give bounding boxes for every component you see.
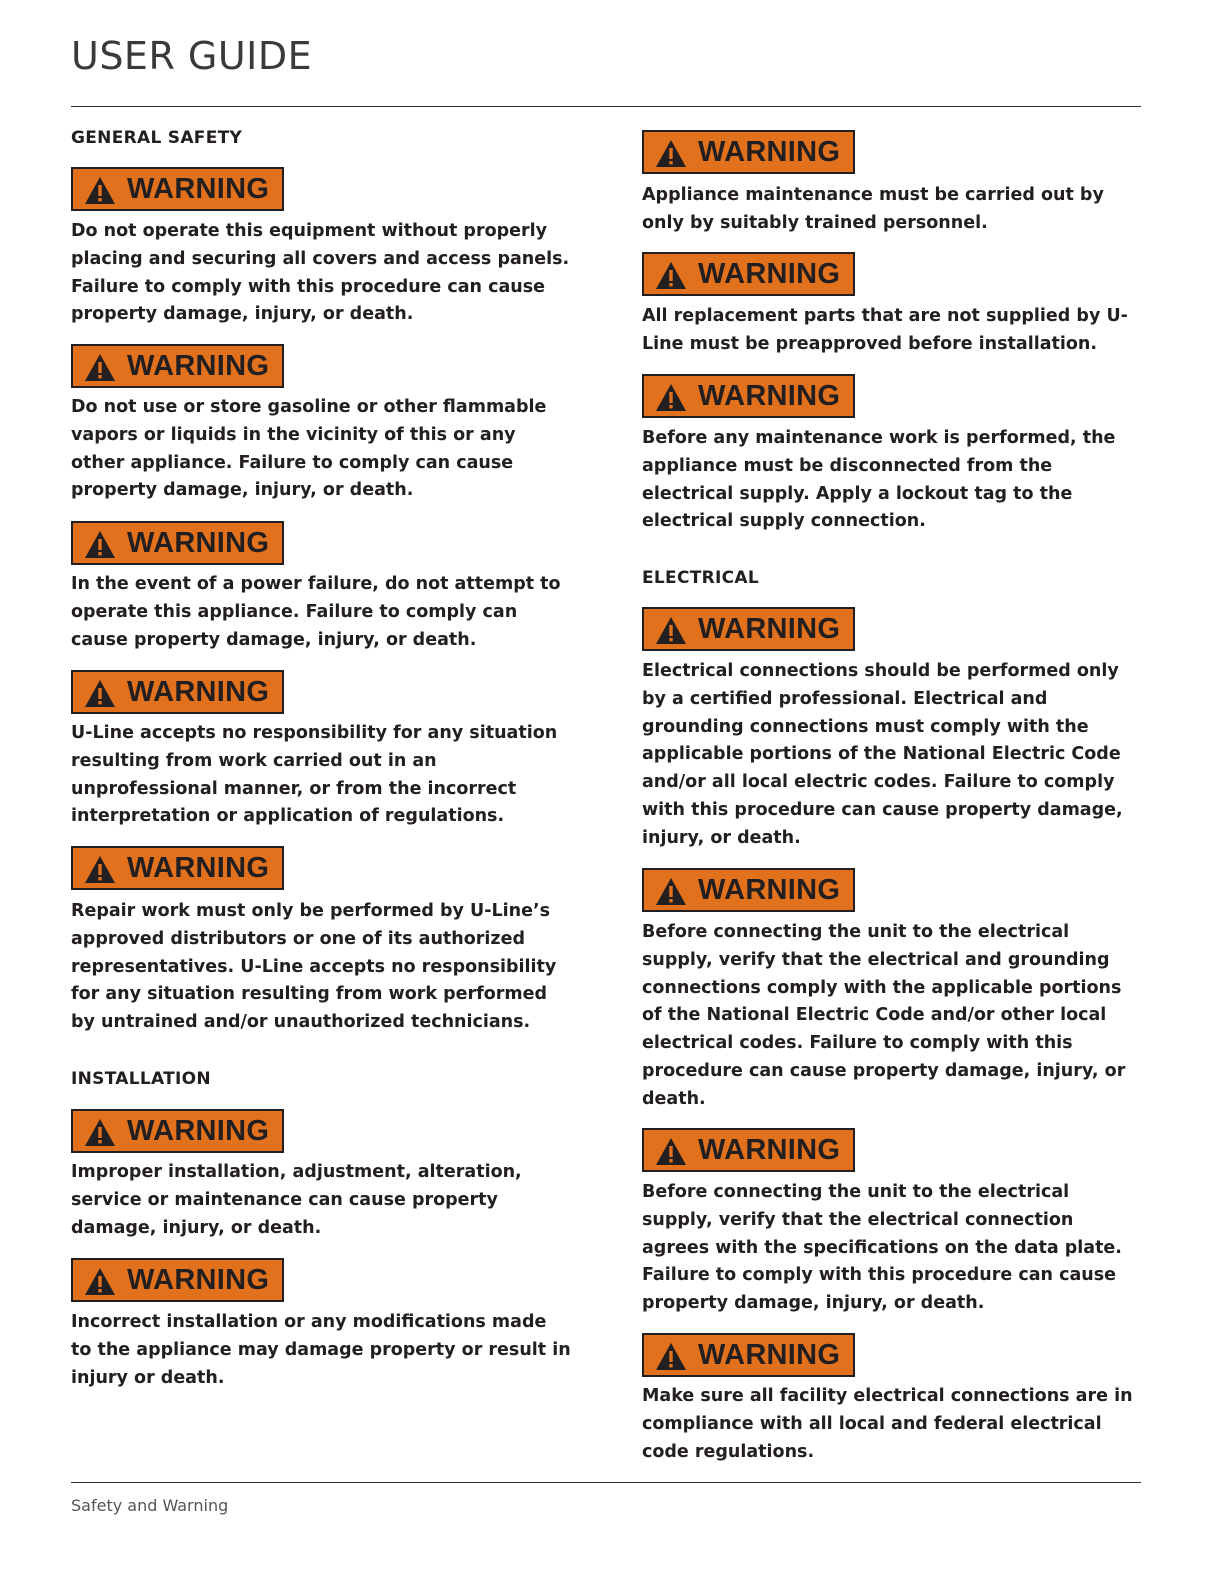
heading-installation: INSTALLATION <box>71 1069 211 1089</box>
warning-badge <box>71 846 284 890</box>
warning-triangle-icon <box>83 528 117 562</box>
warning-text: Appliance maintenance must be carried out by only by suitably trained personnel. <box>642 185 1104 233</box>
warning-badge <box>71 344 284 388</box>
warning-text: Before connecting the unit to the electrical supply, verify that the electrical and grounding connections comply with the applicable portions of the National Electric Code and/or other local electrical codes. Failure to comply with this procedure can cause property damage, injury, or death. <box>642 922 1126 1109</box>
warning-triangle-icon <box>83 853 117 887</box>
warning-label: WARNING <box>698 873 841 906</box>
warning-triangle-icon <box>83 174 117 208</box>
footer-section-label: Safety and Warning <box>71 1496 229 1515</box>
warning-triangle-icon <box>654 381 688 415</box>
warning-triangle-icon <box>654 137 688 171</box>
warning-text: All replacement parts that are not supplied by U-Line must be preapproved before installation. <box>642 306 1128 354</box>
warning-label: WARNING <box>127 349 270 382</box>
warning-text: In the event of a power failure, do not attempt to operate this appliance. Failure to comply can cause property damage, injury, or death. <box>71 574 561 650</box>
warning-label: WARNING <box>127 675 270 708</box>
warning-text: Before connecting the unit to the electrical supply, verify that the electrical connection agrees with the specifications on the data plate. Failure to comply with this procedure can cause property damage, injury, or death. <box>642 1182 1122 1314</box>
warning-badge <box>71 670 284 714</box>
warning-label: WARNING <box>127 526 270 559</box>
warning-badge <box>642 252 855 296</box>
header-divider <box>71 106 1141 107</box>
warning-badge <box>642 130 855 174</box>
warning-triangle-icon <box>654 1340 688 1374</box>
warning-text: Do not use or store gasoline or other flammable vapors or liquids in the vicinity of this or any other appliance. Failure to comply can cause property damage, injury, or death. <box>71 397 547 501</box>
warning-label: WARNING <box>698 257 841 290</box>
warning-badge <box>642 374 855 418</box>
warning-text: Make sure all facility electrical connections are in compliance with all local and federal electrical code regulations. <box>642 1386 1133 1462</box>
warning-badge <box>71 1109 284 1153</box>
warning-badge <box>642 868 855 912</box>
heading-general-safety: GENERAL SAFETY <box>71 128 243 148</box>
warning-label: WARNING <box>127 172 270 205</box>
warning-text: Do not operate this equipment without properly placing and securing all covers and access panels. Failure to comply with this procedure can cause property damage, injury, or death. <box>71 221 570 325</box>
warning-label: WARNING <box>127 1114 270 1147</box>
warning-text: U-Line accepts no responsibility for any situation resulting from work carried out in an unprofessional manner, or from the incorrect interpretation or application of regulations. <box>71 723 558 827</box>
warning-badge <box>642 1128 855 1172</box>
warning-badge <box>71 1258 284 1302</box>
warning-triangle-icon <box>654 1135 688 1169</box>
heading-electrical: ELECTRICAL <box>642 568 760 588</box>
warning-triangle-icon <box>83 677 117 711</box>
warning-triangle-icon <box>83 351 117 385</box>
warning-triangle-icon <box>654 614 688 648</box>
warning-label: WARNING <box>127 851 270 884</box>
warning-label: WARNING <box>698 1338 841 1371</box>
warning-text: Before any maintenance work is performed, the appliance must be disconnected from the electrical supply. Apply a lockout tag to the electrical supply connection. <box>642 428 1116 532</box>
footer-divider <box>71 1482 1141 1483</box>
warning-triangle-icon <box>83 1116 117 1150</box>
warning-badge <box>71 167 284 211</box>
warning-triangle-icon <box>654 259 688 293</box>
warning-triangle-icon <box>83 1265 117 1299</box>
warning-badge <box>71 521 284 565</box>
warning-badge <box>642 607 855 651</box>
warning-text: Improper installation, adjustment, alteration, service or maintenance can cause property damage, injury, or death. <box>71 1162 522 1238</box>
warning-label: WARNING <box>698 1133 841 1166</box>
warning-label: WARNING <box>698 135 841 168</box>
warning-text: Repair work must only be performed by U-Line’s approved distributors or one of its authorized representatives. U-Line accepts no responsibility for any situation resulting from work performed by untrained and/or unauthorized technicians. <box>71 901 557 1033</box>
warning-label: WARNING <box>698 379 841 412</box>
warning-label: WARNING <box>127 1263 270 1296</box>
warning-badge <box>642 1333 855 1377</box>
warning-text: Incorrect installation or any modifications made to the appliance may damage property or result in injury or death. <box>71 1312 571 1388</box>
warning-triangle-icon <box>654 875 688 909</box>
warning-label: WARNING <box>698 612 841 645</box>
page-title: USER GUIDE <box>71 34 313 78</box>
warning-text: Electrical connections should be performed only by a certified professional. Electrical and grounding connections must comply with the applicable portions of the National Electric Code and/or all local electric codes. Failure to comply with this procedure can cause property damage, injury, or death. <box>642 661 1123 848</box>
